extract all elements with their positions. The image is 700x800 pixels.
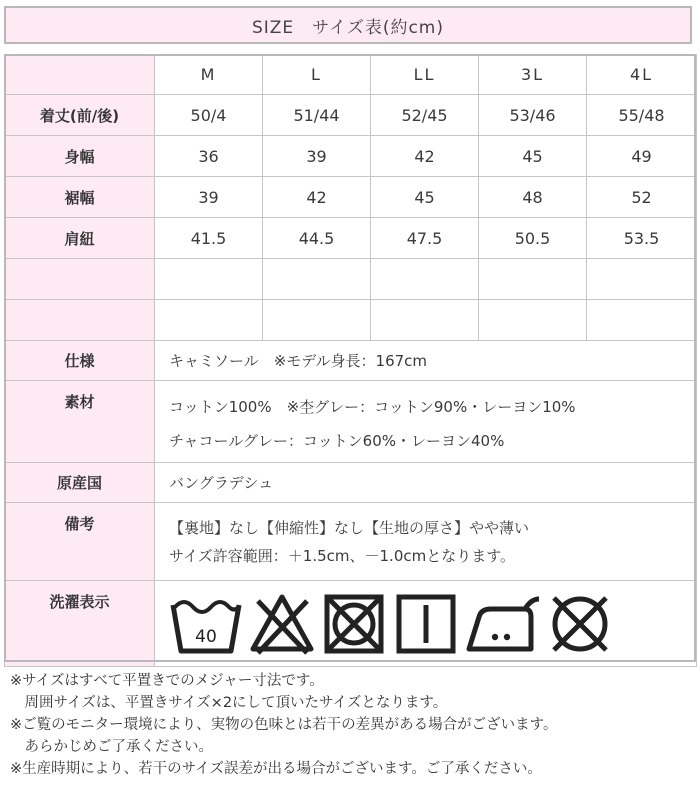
measurement-cell: 45 [371, 177, 479, 218]
measurement-cell: 42 [371, 136, 479, 177]
row-label: 着丈(前/後) [5, 95, 155, 136]
size-header: 3L [479, 55, 587, 95]
measurement-cell: 53.5 [587, 218, 697, 259]
footnote-line: ※ご覧のモニター環境により、実物の色味とは若干の差異がある場合がございます。 [10, 717, 558, 733]
origin-label: 原産国 [5, 463, 155, 503]
footnote-line: ※サイズはすべて平置きでのメジャー寸法です。 [10, 673, 324, 689]
material-line-1: コットン100% ※杢グレー：コットン90%・レーヨン10% [169, 397, 576, 416]
measurement-cell: 50.5 [479, 218, 587, 259]
measurement-cell: 48 [479, 177, 587, 218]
measurement-cell: 52 [587, 177, 697, 218]
footnote-line: 周囲サイズは、平置きサイズ×2にして頂いたサイズとなります。 [10, 695, 448, 711]
remarks-line-2: サイズ許容範囲：＋1.5cm、－1.0cmとなります。 [169, 546, 516, 565]
size-header: LL [371, 55, 479, 95]
row-label: 身幅 [5, 136, 155, 177]
remarks-label: 備考 [5, 503, 155, 581]
measurement-cell: 39 [263, 136, 371, 177]
size-header: M [155, 55, 263, 95]
row-label: 肩紐 [5, 218, 155, 259]
measurement-cell: 39 [155, 177, 263, 218]
remarks-line-1: 【裏地】なし【伸縮性】なし【生地の厚さ】やや薄い [169, 518, 530, 537]
measurement-cell: 49 [587, 136, 697, 177]
measurement-cell: 44.5 [263, 218, 371, 259]
measurement-cell: 52/45 [371, 95, 479, 136]
care-label: 洗濯表示 [5, 581, 155, 667]
measurement-cell: 47.5 [371, 218, 479, 259]
measurement-cell: 53/46 [479, 95, 587, 136]
measurement-cell: 55/48 [587, 95, 697, 136]
size-table-title: SIZE サイズ表(約cm) [4, 6, 692, 44]
size-header: 4L [587, 55, 697, 95]
measurement-cell: 42 [263, 177, 371, 218]
footnote-line: ※生産時期により、若干のサイズ誤差が出る場合がございます。ご了承ください。 [10, 761, 542, 777]
material-line-2: チャコールグレー：コットン60%・レーヨン40% [169, 431, 505, 450]
spec-label: 仕様 [5, 341, 155, 381]
size-header: L [263, 55, 371, 95]
footnotes [10, 670, 694, 780]
wash-temp-text: 40 [195, 626, 217, 647]
table-frame [4, 54, 696, 662]
measurement-cell: 51/44 [263, 95, 371, 136]
measurement-cell: 45 [479, 136, 587, 177]
material-label: 素材 [5, 381, 155, 463]
measurement-cell: 36 [155, 136, 263, 177]
spec-value: キャミソール ※モデル身長：167cm [155, 341, 697, 381]
measurement-cell: 50/4 [155, 95, 263, 136]
origin-value: バングラデシュ [155, 463, 697, 503]
row-label: 裾幅 [5, 177, 155, 218]
measurement-cell: 41.5 [155, 218, 263, 259]
footnote-line: あらかじめご了承ください。 [10, 739, 213, 755]
